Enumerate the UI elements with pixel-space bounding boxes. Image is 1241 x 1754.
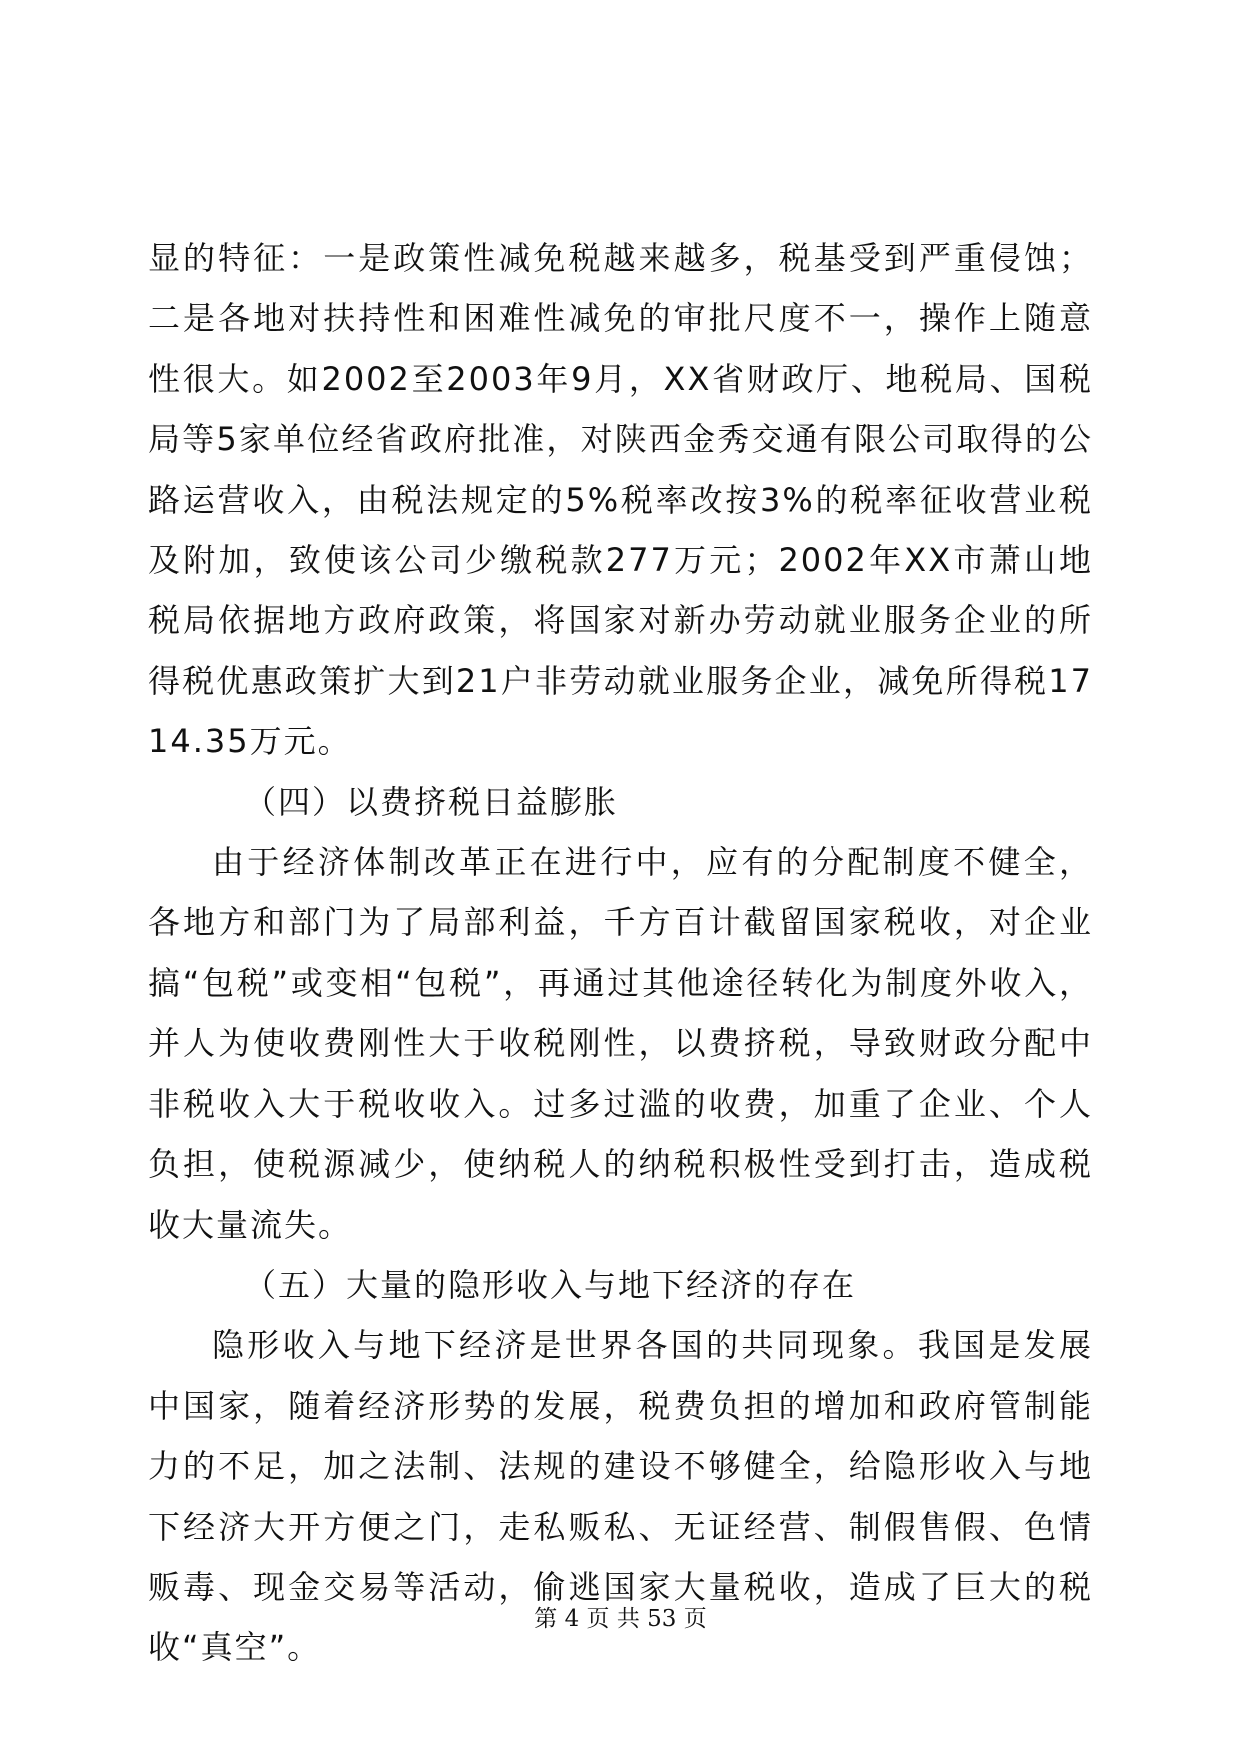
body-paragraph: 显的特征：一是政策性减免税越来越多，税基受到严重侵蚀；二是各地对扶持性和困难性减免的审批尺度不一，操作上随意性很大。如2002至2003年9月，XX省财政厅、地税局、国税局等5家单位经省政府批准，对陕西金秀交通有限公司取得的公路运营收入，由税法规定的5%税率改按3%的税率征收营业税及附加，致使该公司少缴税款277万元；2002年XX市萧山地税局依据地方政府政策，将国家对新办劳动就业服务企业的所得税优惠政策扩大到21户非劳动就业服务企业，减免所得税1714.35万元。 [148,239,1093,761]
section-heading: （五）大量的隐形收入与地下经济的存在 [244,1265,857,1304]
body-paragraph: 隐形收入与地下经济是世界各国的共同现象。我国是发展中国家，随着经济形势的发展，税费负担的增加和政府管制能力的不足，加之法制、法规的建设不够健全，给隐形收入与地下经济大开方便之门，走私贩私、无证经营、制假售假、色情贩毒、现金交易等活动，偷逃国家大量税收，造成了巨大的税收“真空”。 [148,1326,1093,1667]
section-heading: （四）以费挤税日益膨胀 [244,782,619,821]
document-body [148,228,1093,1678]
page-footer: 第 4 页 共 53 页 [534,1606,707,1632]
body-paragraph: 由于经济体制改革正在进行中，应有的分配制度不健全，各地方和部门为了局部利益，千方百计截留国家税收，对企业搞“包税”或变相“包税”，再通过其他途径转化为制度外收入，并人为使收费刚性大于收税刚性，以费挤税，导致财政分配中非税收入大于税收收入。过多过滥的收费，加重了企业、个人负担，使税源减少，使纳税人的纳税积极性受到打击，造成税收大量流失。 [148,843,1093,1244]
